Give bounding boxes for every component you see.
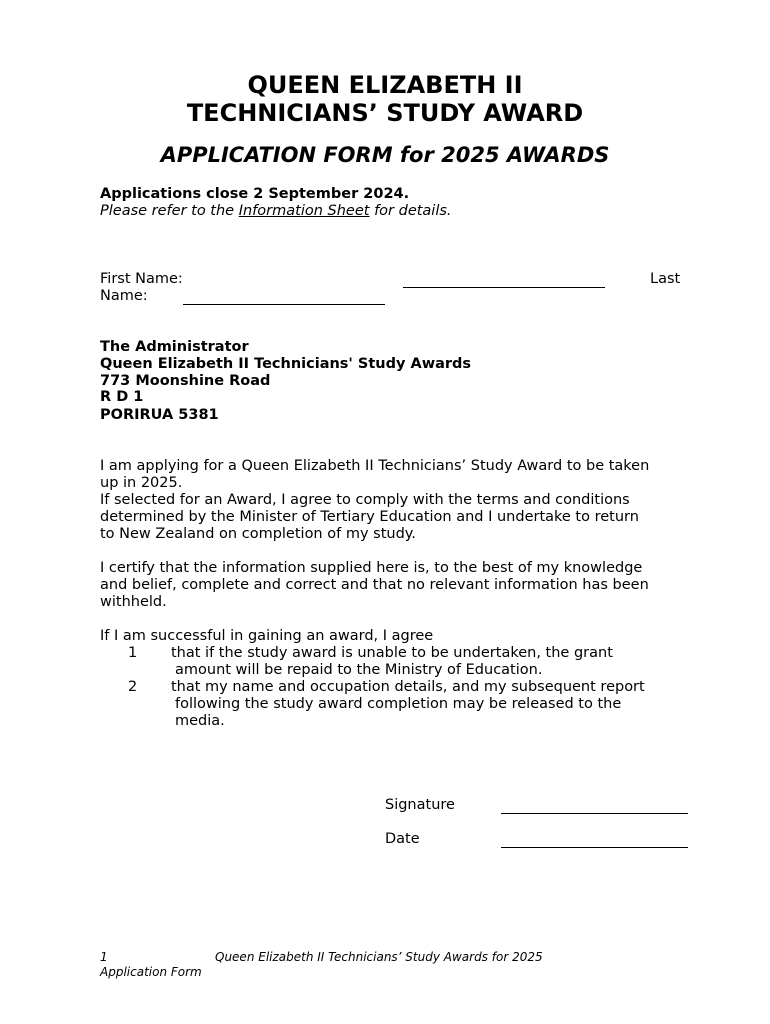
item-number: 2 [128,679,138,695]
address-line: PORIRUA 5381 [100,407,219,423]
paragraph-1-line: I am applying for a Queen Elizabeth II Technicians’ Study Award to be taken [100,458,650,474]
item-text-line: that my name and occupation details, and my subsequent report [171,679,645,695]
footer-form-label: Application Form [100,965,202,979]
refer-before: Please refer to the [100,203,235,219]
signature-field[interactable] [501,813,688,814]
information-sheet-link[interactable]: Information Sheet [238,203,370,219]
title-line-1: QUEEN ELIZABETH II [247,71,523,99]
item-text-line: amount will be repaid to the Ministry of Education. [175,662,543,678]
paragraph-1-line: to New Zealand on completion of my study. [100,526,416,542]
agreement-intro: If I am successful in gaining an award, I agree [100,628,434,644]
item-text-line: following the study award completion may be released to the [175,696,622,712]
footer-page-number: 1 [100,950,108,964]
last-name-field[interactable] [183,304,385,305]
last-name-label-part1: Last [650,271,681,287]
paragraph-1-line: determined by the Minister of Tertiary Education and I undertake to return [100,509,639,525]
date-field[interactable] [501,847,688,848]
close-notice: Applications close 2 September 2024. [100,186,410,202]
address-line: The Administrator [100,339,249,355]
paragraph-2-line: I certify that the information supplied here is, to the best of my knowledge [100,560,643,576]
refer-after: for details. [374,203,452,219]
address-line: 773 Moonshine Road [100,373,271,389]
address-line: Queen Elizabeth II Technicians' Study Awards [100,356,472,372]
date-label: Date [385,831,420,847]
first-name-label: First Name: [100,271,183,287]
form-subtitle: APPLICATION FORM for 2025 AWARDS [160,143,610,167]
title-line-2: TECHNICIANS’ STUDY AWARD [186,99,584,127]
paragraph-2-line: withheld. [100,594,167,610]
paragraph-1-line: If selected for an Award, I agree to comply with the terms and conditions [100,492,630,508]
last-name-label-part2: Name: [100,288,148,304]
signature-label: Signature [385,797,455,813]
refer-note [100,203,452,220]
item-text-line: that if the study award is unable to be undertaken, the grant [171,645,613,661]
item-number: 1 [128,645,138,661]
footer-doc-title: Queen Elizabeth II Technicians’ Study Awards for 2025 [215,950,543,964]
first-name-field[interactable] [403,287,605,288]
item-text-line: media. [175,713,225,729]
address-line: R D 1 [100,389,144,405]
paragraph-2-line: and belief, complete and correct and that no relevant information has been [100,577,649,593]
paragraph-1-line: up in 2025. [100,475,183,491]
